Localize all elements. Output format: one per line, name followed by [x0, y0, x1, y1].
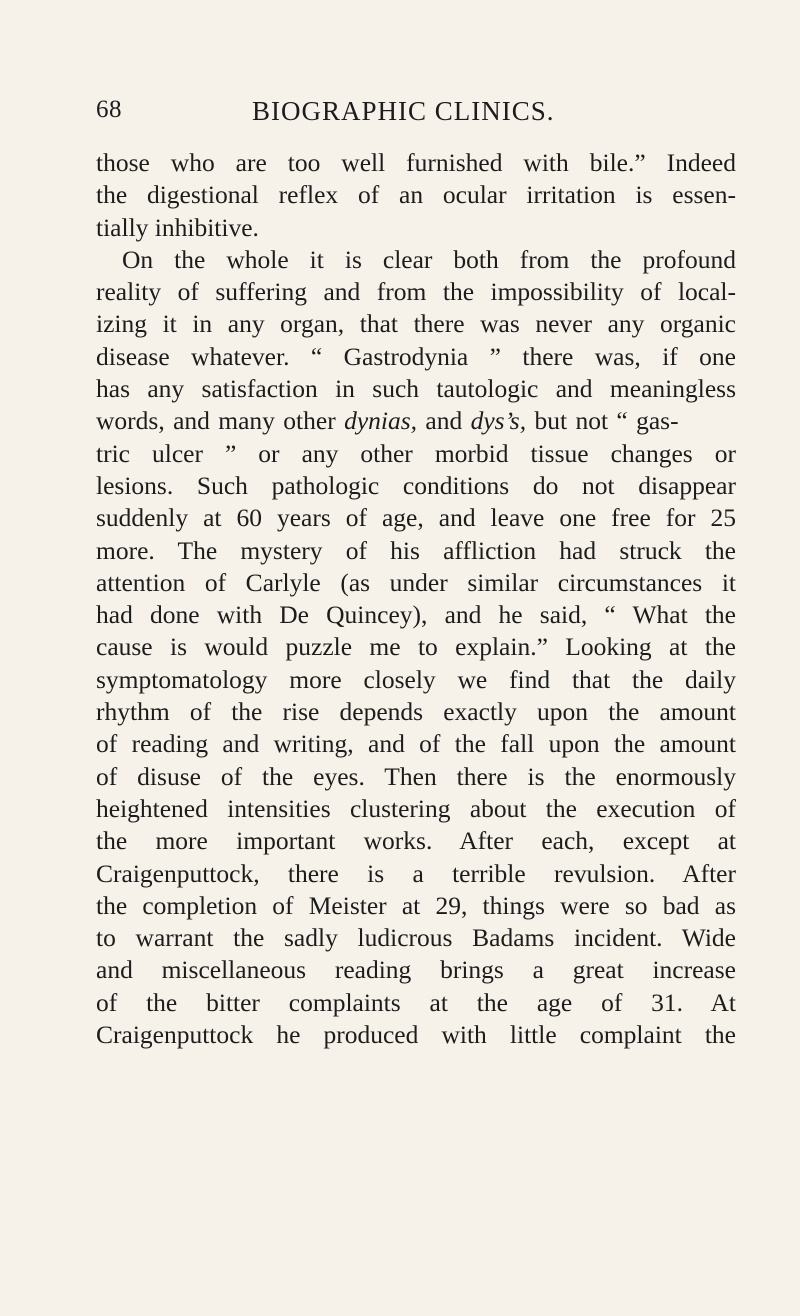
text-line: more. The mystery of his affliction had struck the: [96, 535, 736, 565]
italic-term: dys’s,: [470, 406, 527, 436]
text-line: Craigenputtock he produced with little complaint the: [96, 1020, 736, 1050]
text-line-with-italics: [96, 405, 736, 437]
text-fragment: but not “ gas-: [534, 406, 679, 436]
text-line: lesions. Such pathologic conditions do not disappear: [96, 470, 736, 500]
text-fragment: words, and many other: [96, 406, 336, 436]
text-line: of the bitter complaints at the age of 31. At: [96, 987, 736, 1017]
text-line: the completion of Meister at 29, things were so bad as: [96, 890, 736, 920]
text-line: those who are too well furnished with bile.” Indeed: [96, 148, 736, 177]
text-line: disease whatever. “ Gastrodynia ” there was, if one: [96, 341, 736, 371]
running-head: BIOGRAPHIC CLINICS.: [252, 96, 555, 126]
text-line: tric ulcer ” or any other morbid tissue changes or: [96, 438, 736, 468]
text-line: Craigenputtock, there is a terrible revulsion. After: [96, 858, 736, 888]
text-line: has any satisfaction in such tautologic and meaningless: [96, 374, 736, 404]
text-line: the more important works. After each, except at: [96, 826, 736, 856]
text-line: rhythm of the rise depends exactly upon the amount: [96, 697, 736, 727]
text-line: had done with De Quincey), and he said, “ What the: [96, 600, 736, 630]
text-line: cause is would puzzle me to explain.” Looking at the: [96, 632, 736, 662]
text-fragment: and: [425, 406, 463, 436]
text-line: of reading and writing, and of the fall upon the amount: [96, 729, 736, 759]
text-line: to warrant the sadly ludicrous Badams incident. Wide: [96, 923, 736, 953]
text-line: of disuse of the eyes. Then there is the enormously: [96, 761, 736, 791]
body-text: [96, 147, 736, 1051]
page-number: 68: [96, 96, 122, 123]
italic-term: dynias,: [344, 406, 418, 436]
text-line: tially inhibitive.: [96, 212, 259, 242]
text-line: the digestional reflex of an ocular irritation is essen-: [96, 180, 736, 210]
text-line: izing it in any organ, that there was never any organic: [96, 309, 736, 339]
text-line: reality of suffering and from the impossibility of local-: [96, 277, 736, 307]
page-header: [96, 96, 736, 136]
text-line: and miscellaneous reading brings a great increase: [96, 955, 736, 985]
text-line: On the whole it is clear both from the profound: [122, 244, 736, 274]
text-line: heightened intensities clustering about the execution of: [96, 793, 736, 823]
text-line: symptomatology more closely we find that the daily: [96, 664, 736, 694]
text-line: attention of Carlyle (as under similar circumstances it: [96, 567, 736, 597]
text-line: suddenly at 60 years of age, and leave one free for 25: [96, 503, 736, 533]
